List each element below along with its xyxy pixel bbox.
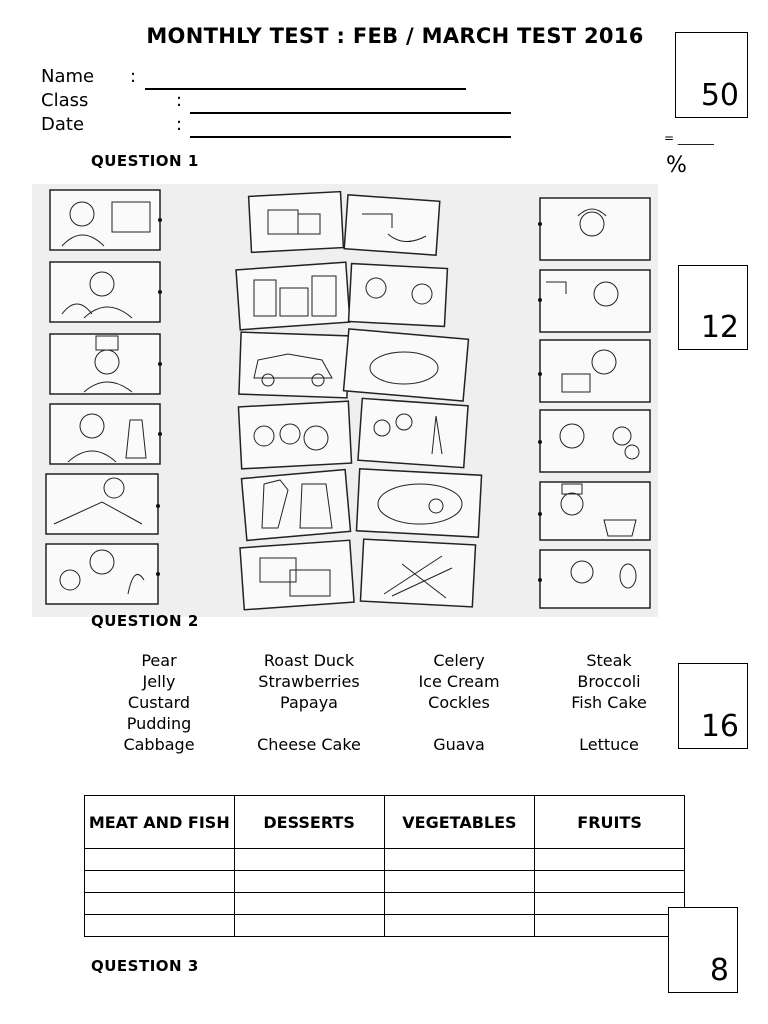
header-vegetables: VEGETABLES	[384, 796, 534, 849]
right-column-pictures	[538, 198, 650, 608]
total-score: 50	[700, 78, 739, 113]
word-column-1	[84, 650, 234, 755]
table-row	[85, 893, 685, 915]
class-label: Class	[41, 90, 89, 111]
name-label: Name	[41, 66, 95, 87]
meat-icon	[344, 329, 469, 401]
answer-cell[interactable]	[535, 871, 685, 893]
name-colon: :	[130, 66, 137, 87]
word-item: Steak	[586, 651, 632, 670]
builder-icon	[538, 198, 650, 260]
clothes-icon	[241, 470, 350, 541]
answer-cell[interactable]	[384, 915, 534, 937]
word-column-4	[534, 650, 684, 755]
florist-icon	[538, 410, 650, 472]
bread-icon	[249, 192, 344, 253]
tap-icon	[344, 195, 440, 255]
word-item: Custard	[127, 693, 191, 712]
gardener-icon	[46, 544, 160, 604]
word-item: Celery	[433, 651, 485, 670]
plumber-icon	[538, 270, 650, 332]
answer-cell[interactable]	[85, 915, 235, 937]
percent-blank: = ______	[664, 131, 714, 145]
car-icon	[239, 332, 349, 398]
table-row	[85, 849, 685, 871]
word-item: Papaya	[280, 693, 338, 712]
page-title: MONTHLY TEST : FEB / MARCH TEST 2016	[146, 24, 644, 48]
table-row	[85, 871, 685, 893]
picture-sheet	[32, 184, 658, 617]
answer-cell[interactable]	[85, 871, 235, 893]
butcher-icon	[538, 550, 650, 608]
word-item: Pear	[141, 651, 177, 670]
answer-cell[interactable]	[535, 893, 685, 915]
answer-cell[interactable]	[234, 849, 384, 871]
total-score-box[interactable]	[675, 32, 748, 118]
answer-cell[interactable]	[384, 849, 534, 871]
vegetables-icon	[238, 401, 351, 469]
word-item: Pudding	[126, 714, 192, 733]
question-1-marks: 12	[700, 310, 739, 345]
question-2-marks: 16	[700, 709, 739, 744]
word-column-3	[384, 650, 534, 755]
word-column-2	[234, 650, 384, 755]
word-item: Roast Duck	[263, 651, 355, 670]
date-label: Date	[41, 114, 85, 135]
answer-cell[interactable]	[85, 849, 235, 871]
cook-icon	[538, 482, 650, 540]
left-column-pictures	[46, 190, 162, 604]
word-item: Ice Cream	[418, 672, 500, 691]
word-item	[534, 713, 684, 734]
header-fruits: FRUITS	[535, 796, 685, 849]
telephone-operator-icon	[50, 262, 162, 322]
question-3-marks: 8	[709, 953, 729, 988]
answer-cell[interactable]	[535, 849, 685, 871]
photographer-icon	[538, 340, 650, 402]
answer-cell[interactable]	[85, 893, 235, 915]
table-header-row	[85, 796, 685, 849]
word-item: Broccoli	[577, 672, 641, 691]
buildings-icon	[236, 262, 350, 330]
family-photo-icon	[349, 264, 448, 327]
question-3-score-box[interactable]	[668, 907, 738, 993]
date-colon: :	[176, 114, 183, 135]
date-field[interactable]	[190, 136, 511, 138]
class-field[interactable]	[190, 112, 511, 114]
middle-pictures	[236, 192, 481, 610]
question-1-picture-matching	[32, 184, 658, 617]
answer-cell[interactable]	[384, 893, 534, 915]
answer-cell[interactable]	[384, 871, 534, 893]
word-item: Strawberries	[258, 672, 360, 691]
word-item: Cabbage	[123, 735, 195, 754]
word-item: Jelly	[142, 672, 176, 691]
word-item	[384, 713, 534, 734]
percent-sign: %	[666, 153, 687, 178]
word-item: Guava	[433, 735, 485, 754]
question-2-score-box[interactable]	[678, 663, 748, 749]
name-field[interactable]	[145, 88, 466, 90]
question-1-heading: QUESTION 1	[91, 152, 199, 170]
header-meat-and-fish: MEAT AND FISH	[85, 796, 235, 849]
wood-pile-icon	[360, 539, 475, 607]
architect-icon	[46, 474, 160, 534]
flowers-icon	[358, 398, 468, 467]
word-item: Cheese Cake	[257, 735, 361, 754]
answer-cell[interactable]	[234, 871, 384, 893]
question-3-heading: QUESTION 3	[91, 957, 199, 975]
chef-icon	[50, 334, 162, 394]
plate-of-food-icon	[356, 469, 481, 537]
table-row	[85, 915, 685, 937]
header-desserts: DESSERTS	[234, 796, 384, 849]
answer-cell[interactable]	[234, 893, 384, 915]
word-item: Lettuce	[579, 735, 639, 754]
tailor-icon	[50, 404, 162, 464]
answer-cell[interactable]	[234, 915, 384, 937]
question-2-heading: QUESTION 2	[91, 612, 199, 630]
question-1-score-box[interactable]	[678, 265, 748, 350]
answer-cell[interactable]	[535, 915, 685, 937]
word-item	[234, 713, 384, 734]
class-colon: :	[176, 90, 183, 111]
letters-icon	[240, 540, 354, 610]
word-item: Cockles	[428, 693, 490, 712]
mail-worker-icon	[50, 190, 162, 250]
word-item: Fish Cake	[571, 693, 647, 712]
classification-table	[84, 795, 685, 937]
